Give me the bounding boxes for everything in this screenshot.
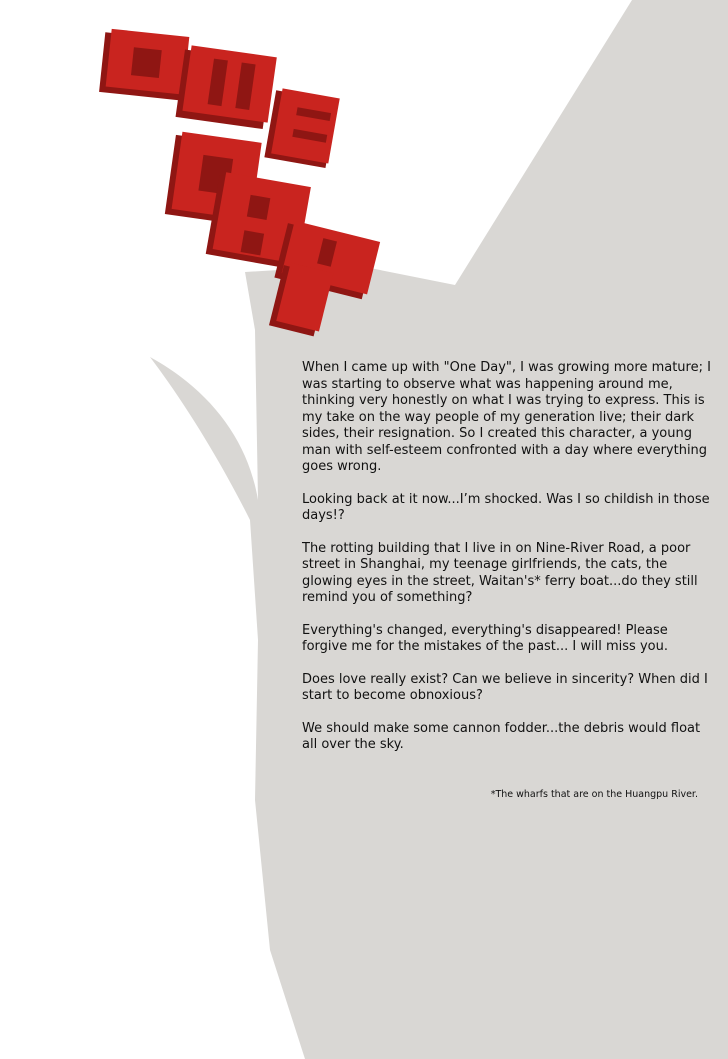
paragraph-3: The rotting building that I live in on Nine-River Road, a poor street in Shanghai, my teenage girlfriends, the cats, the glowing eyes in the street, Waitan's* ferry boat...do they still remind you of something? — [302, 540, 698, 605]
paragraph-2: Looking back at it now...I’m shocked. Was I so childish in those days!? — [302, 491, 710, 523]
paragraph-4: Everything's changed, everything's disappeared! Please forgive me for the mistakes of the past... I will miss you. — [302, 622, 668, 654]
title-letter-y — [269, 221, 380, 337]
title-letter-e — [264, 88, 339, 168]
paragraph-6: We should make some cannon fodder...the debris would float all over the sky. — [302, 720, 701, 752]
title-letter-n — [176, 45, 277, 129]
paragraph-1: When I came up with "One Day", I was growing more mature; I was starting to observe what was happening around me, thinking very honestly on what I was trying to express. This is my take on the way people of my generation live; their dark sides, their resignation. So I created this character, a young man with self-esteem confronted with a day where everything goes wrong. — [302, 360, 711, 474]
title-letter-o — [99, 29, 189, 100]
title-letters — [99, 29, 380, 337]
paragraph-5: Does love really exist? Can we believe in sincerity? When did I start to become obnoxious? — [302, 671, 708, 703]
one-day-title-art — [0, 0, 400, 340]
footnote: *The wharfs that are on the Huangpu River. — [490, 789, 698, 800]
essay-text — [302, 360, 712, 770]
